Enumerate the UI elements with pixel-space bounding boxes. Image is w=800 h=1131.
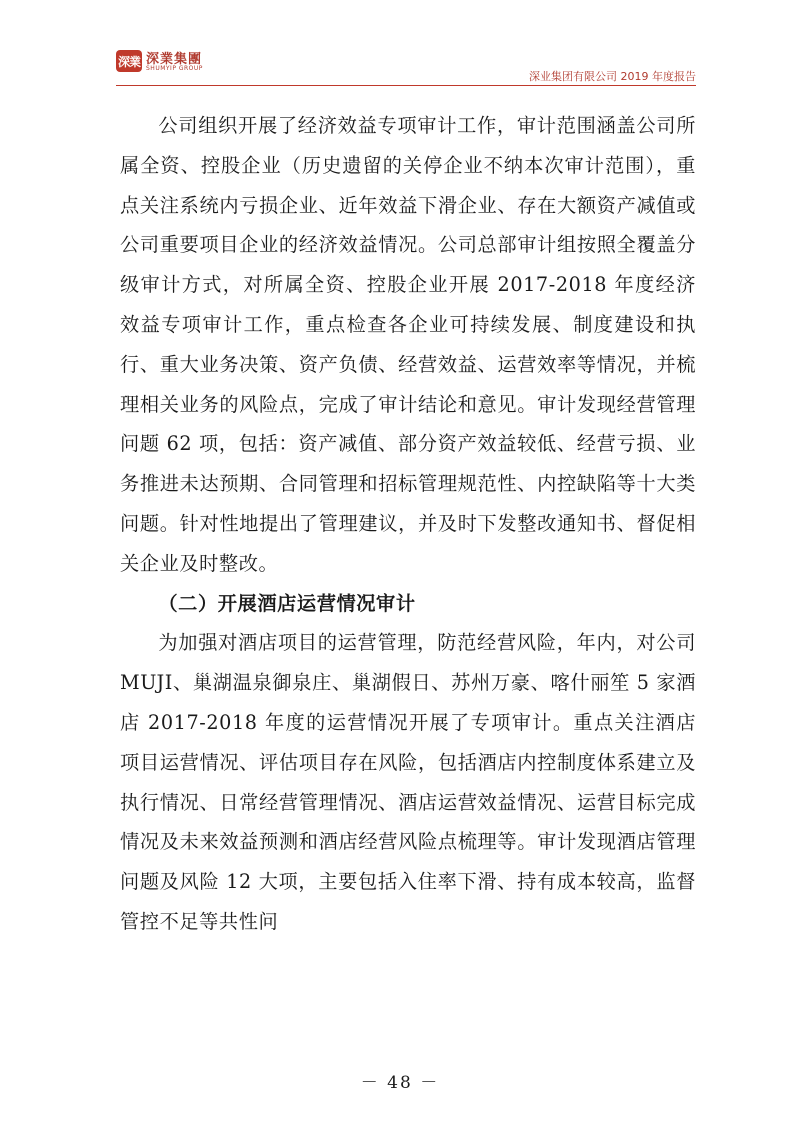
body-paragraph-economic-audit: 公司组织开展了经济效益专项审计工作，审计范围涵盖公司所属全资、控股企业（历史遗留的关停企业不纳本次审计范围），重点关注系统内亏损企业、近年效益下滑企业、存在大额资产减值或公司重要项目企业的经济效益情况。公司总部审计组按照全覆盖分级审计方式，对所属全资、控股企业开展 2017-2018 年度经济效益专项审计工作，重点检查各企业可持续发展、制度建设和执行、重大业务决策、资产负债、经营效益、运营效率等情况，并梳理相关业务的风险点，完成了审计结论和意见。审计发现经营管理问题 62 项，包括：资产减值、部分资产效益较低、经营亏损、业务推进未达预期、合同管理和招标管理规范性、内控缺陷等十大类问题。针对性地提出了管理建议，并及时下发整改通知书、督促相关企业及时整改。 <box>120 114 696 575</box>
page-header <box>116 46 696 82</box>
company-logo-subtitle: SHUMYIP GROUP <box>146 65 203 72</box>
report-title: 深业集团有限公司 2019 年度报告 <box>529 70 696 83</box>
header-divider <box>116 85 696 86</box>
section-heading-hotel-audit: （二）开展酒店运营情况审计 <box>158 591 416 615</box>
company-logo-name: 深業集團 <box>146 52 203 67</box>
page-number: － 48 － <box>360 1073 440 1093</box>
company-logo-mark: 深業 <box>116 50 142 72</box>
body-paragraph-hotel-audit: 为加强对酒店项目的运营管理，防范经营风险，年内，对公司 MUJI、巢湖温泉御泉庄、巢湖假日、苏州万豪、喀什丽笙 5 家酒店 2017-2018 年度的运营情况开展了专项审计。重点关注酒店项目运营情况、评估项目存在风险，包括酒店内控制度体系建立及执行情况、日常经营管理情况、酒店运营效益情况、运营目标完成情况及未来效益预测和酒店经营风险点梳理等。审计发现酒店管理问题及风险 12 大项，主要包括入住率下滑、持有成本较高，监督管控不足等共性问 <box>120 631 696 933</box>
page-body <box>120 106 696 942</box>
